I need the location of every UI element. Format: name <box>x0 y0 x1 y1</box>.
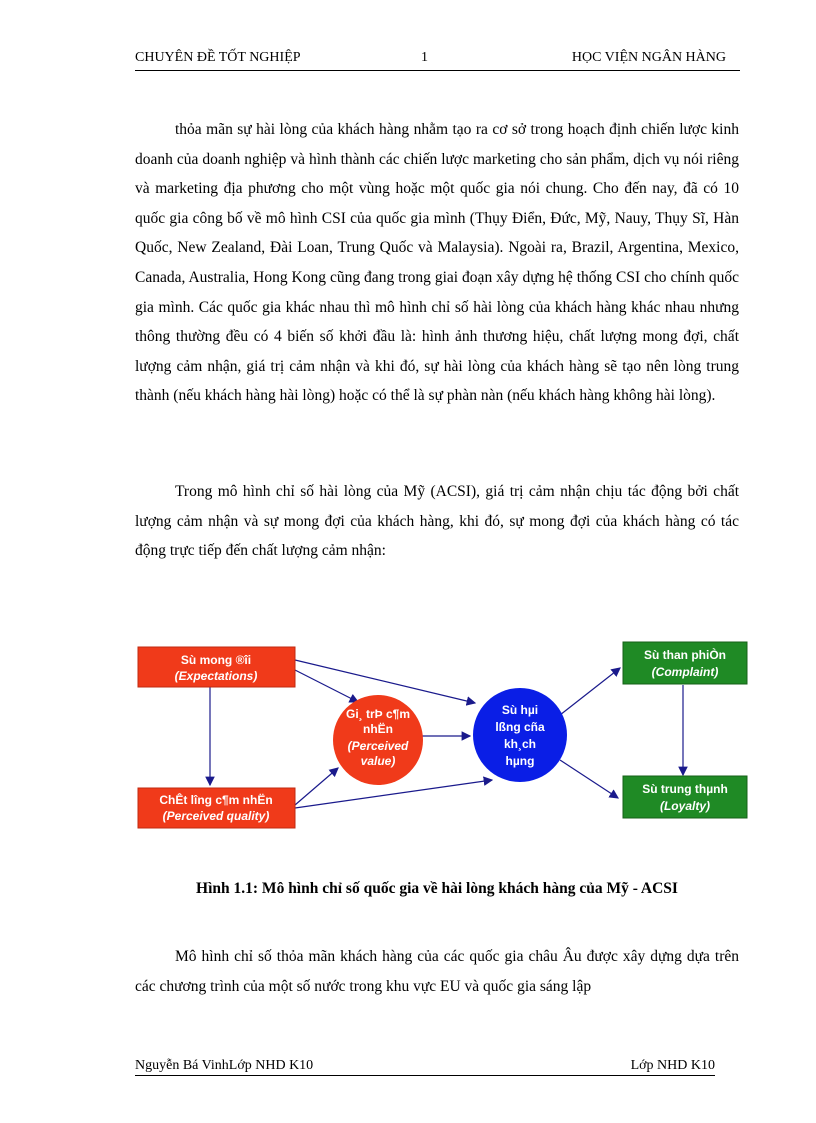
paragraph-3: Mô hình chỉ số thỏa mãn khách hàng của các quốc gia châu Âu được xây dựng dựa trên các chương trình của một số nước trong khu vực EU và quốc gia sáng lập <box>135 948 739 995</box>
satisfaction-label-2: lßng cña <box>495 720 545 734</box>
loyalty-label-vi: Sù trung thµnh <box>642 782 728 796</box>
satisfaction-label-4: hµng <box>505 754 535 768</box>
value-label-3: (Perceived <box>347 739 409 753</box>
paragraph-1: thỏa mãn sự hài lòng của khách hàng nhằm tạo ra cơ sở trong hoạch định chiến lược kinh doanh của doanh nghiệp và hình thành các chiến lược marketing cho sản phẩm, dịch vụ nói riêng và marketing địa phương cho một vùng hoặc một quốc gia nói chung. Cho đến nay, đã có 10 quốc gia công bố về mô hình CSI của quốc gia mình (Thụy Điển, Đức, Mỹ, Nauy, Thụy Sĩ, Hàn Quốc, New Zealand, Đài Loan, Trung Quốc và Malaysia). Ngoài ra, Brazil, Argentina, Mexico, Canada, Australia, Hong Kong cũng đang trong giai đoạn xây dựng hệ thống CSI cho chính quốc gia mình. Các quốc gia khác nhau thì mô hình chỉ số hài lòng của khách hàng khác nhau nhưng thông thường đều có 4 biến số khởi đầu là: hình ảnh thương hiệu, chất lượng mong đợi, chất lượng cảm nhận, giá trị cảm nhận và khi đó, sự hài lòng của khách hàng sẽ tạo nên lòng trung thành (nếu khách hàng hài lòng) hoặc có thể là sự phàn nàn (nếu khách hàng không hài lòng). <box>135 121 739 405</box>
expectations-box <box>138 647 295 687</box>
expectations-label-vi: Sù mong ®îi <box>180 653 252 667</box>
paragraph-2: Trong mô hình chỉ số hài lòng của Mỹ (ACSI), giá trị cảm nhận chịu tác động bởi chất lượng cảm nhận và sự mong đợi của khách hàng, khi đó, sự mong đợi của khách hàng có tác động trực tiếp đến chất lượng cảm nhận: <box>135 483 739 560</box>
satisfaction-label-3: kh¸ch <box>503 737 537 751</box>
figure-caption: Hình 1.1: Mô hình chỉ số quốc gia về hài lòng khách hàng của Mỹ - ACSI <box>196 880 678 897</box>
quality-label-en: (Perceived quality) <box>162 809 270 823</box>
value-label-4: value) <box>360 754 396 768</box>
acsi-diagram <box>130 630 760 840</box>
complaint-label-vi: Sù than phiÒn <box>644 648 726 662</box>
quality-label-vi: ChÊt lîng c¶m nhËn <box>159 793 273 807</box>
header-title-right: HỌC VIỆN NGÂN HÀNG <box>571 50 726 65</box>
satisfaction-circle <box>473 688 567 782</box>
complaint-box <box>623 642 747 684</box>
value-label-2: nhËn <box>363 722 393 736</box>
page-number: 1 <box>421 50 428 65</box>
page-header <box>135 48 740 71</box>
complaint-label-en: (Complaint) <box>651 665 719 679</box>
expectations-label-en: (Expectations) <box>174 669 258 683</box>
value-label-1: Gi¸ trÞ c¶m <box>345 707 411 721</box>
satisfaction-label-1: Sù hµi <box>501 703 539 717</box>
header-title-left: CHUYÊN ĐỀ TỐT NGHIỆP <box>135 50 301 65</box>
perceived-value-circle <box>333 695 423 785</box>
footer-class: Lớp NHD K10 <box>630 1058 715 1073</box>
footer-author: Nguyễn Bá VinhLớp NHD K10 <box>135 1058 314 1073</box>
page-footer <box>135 1058 715 1076</box>
loyalty-label-en: (Loyalty) <box>659 799 711 813</box>
loyalty-box <box>623 776 747 818</box>
perceived-quality-box <box>138 788 295 828</box>
